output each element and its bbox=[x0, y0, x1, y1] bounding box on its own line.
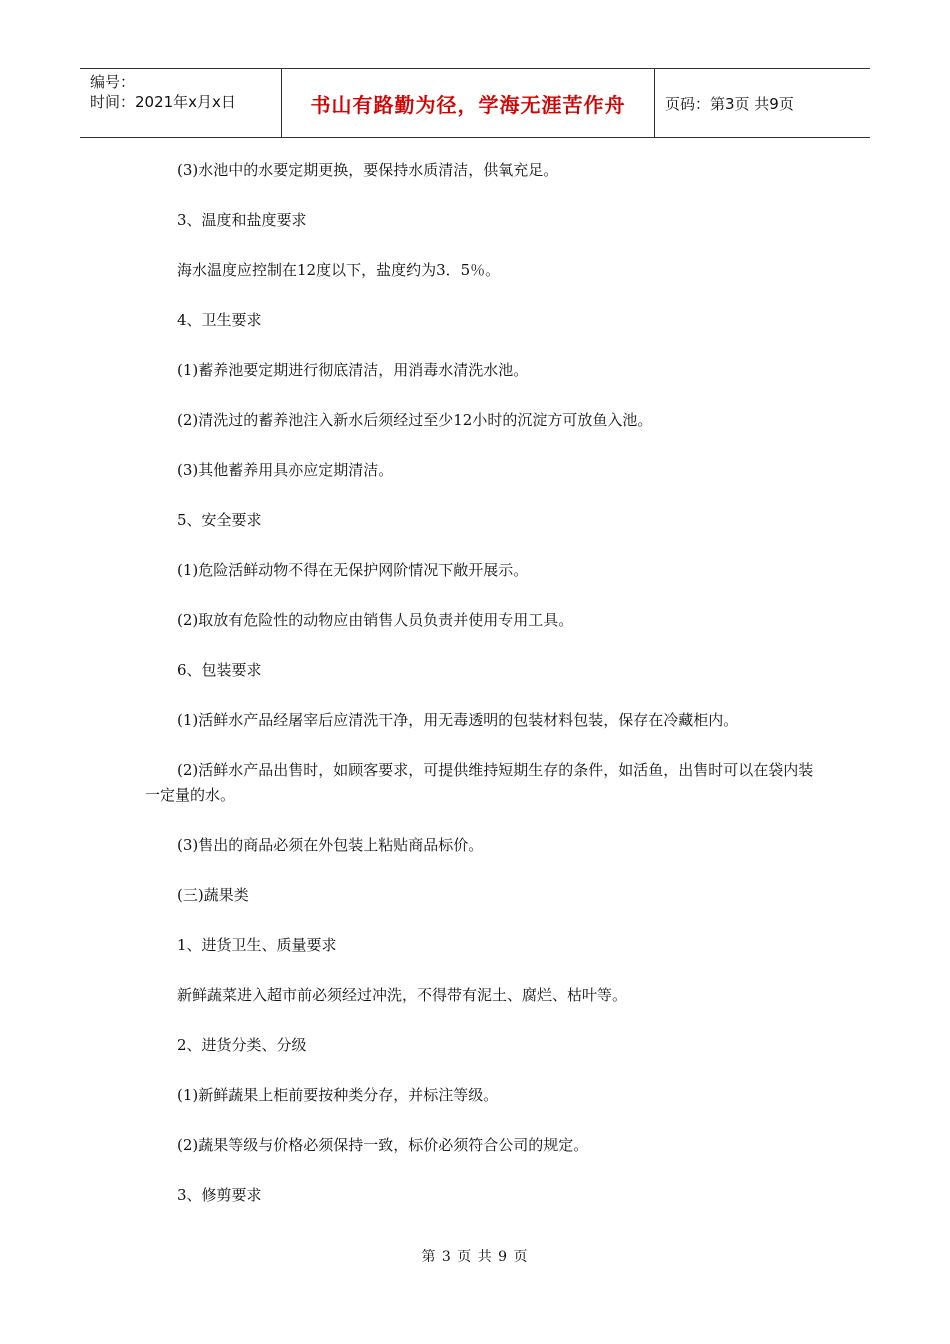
section-heading: 2、进货分类、分级 bbox=[177, 1036, 307, 1054]
section-heading: 1、进货卫生、质量要求 bbox=[177, 936, 337, 954]
paragraph: (1)蓄养池要定期进行彻底清洁，用消毒水清洗水池。 bbox=[177, 361, 529, 379]
paragraph: (2)活鲜水产品出售时，如顾客要求，可提供维持短期生存的条件，如活鱼，出售时可以在袋内装一定量的水。 bbox=[145, 761, 814, 804]
section-heading: 3、温度和盐度要求 bbox=[177, 211, 307, 229]
header-motto: 书山有路勤为径，学海无涯苦作舟 bbox=[282, 69, 655, 137]
document-body bbox=[145, 158, 815, 1233]
header-page-number: 页码：第3页 共9页 bbox=[665, 94, 794, 113]
paragraph: 海水温度应控制在12度以下，盐度约为3．5％。 bbox=[177, 261, 501, 279]
paragraph: (2)取放有危险性的动物应由销售人员负责并使用专用工具。 bbox=[177, 611, 574, 629]
paragraph: (1)活鲜水产品经屠宰后应清洗干净，用无毒透明的包装材料包装，保存在冷藏柜内。 bbox=[177, 711, 739, 729]
page-footer: 第 3 页 共 9 页 bbox=[421, 1249, 529, 1265]
paragraph: (2)清洗过的蓄养池注入新水后须经过至少12小时的沉淀方可放鱼入池。 bbox=[177, 411, 653, 429]
paragraph: 新鲜蔬菜进入超市前必须经过冲洗，不得带有泥土、腐烂、枯叶等。 bbox=[177, 986, 628, 1004]
paragraph: (1)危险活鲜动物不得在无保护网阶情况下敞开展示。 bbox=[177, 561, 529, 579]
document-date-label: 时间：2021年x月x日 bbox=[90, 93, 236, 111]
section-heading: (三)蔬果类 bbox=[177, 886, 249, 904]
paragraph: (2)蔬果等级与价格必须保持一致，标价必须符合公司的规定。 bbox=[177, 1136, 589, 1154]
section-heading: 6、包装要求 bbox=[177, 661, 262, 679]
paragraph: (3)其他蓄养用具亦应定期清洁。 bbox=[177, 461, 394, 479]
section-heading: 4、卫生要求 bbox=[177, 311, 262, 329]
document-number-label: 编号： bbox=[90, 73, 136, 91]
header-meta bbox=[80, 69, 282, 137]
page-header bbox=[80, 68, 870, 138]
paragraph: (3)水池中的水要定期更换，要保持水质清洁，供氧充足。 bbox=[177, 161, 559, 179]
paragraph: (1)新鲜蔬果上柜前要按种类分存，并标注等级。 bbox=[177, 1086, 499, 1104]
paragraph: (3)售出的商品必须在外包装上粘贴商品标价。 bbox=[177, 836, 484, 854]
section-heading: 5、安全要求 bbox=[177, 511, 262, 529]
section-heading: 3、修剪要求 bbox=[177, 1186, 262, 1204]
